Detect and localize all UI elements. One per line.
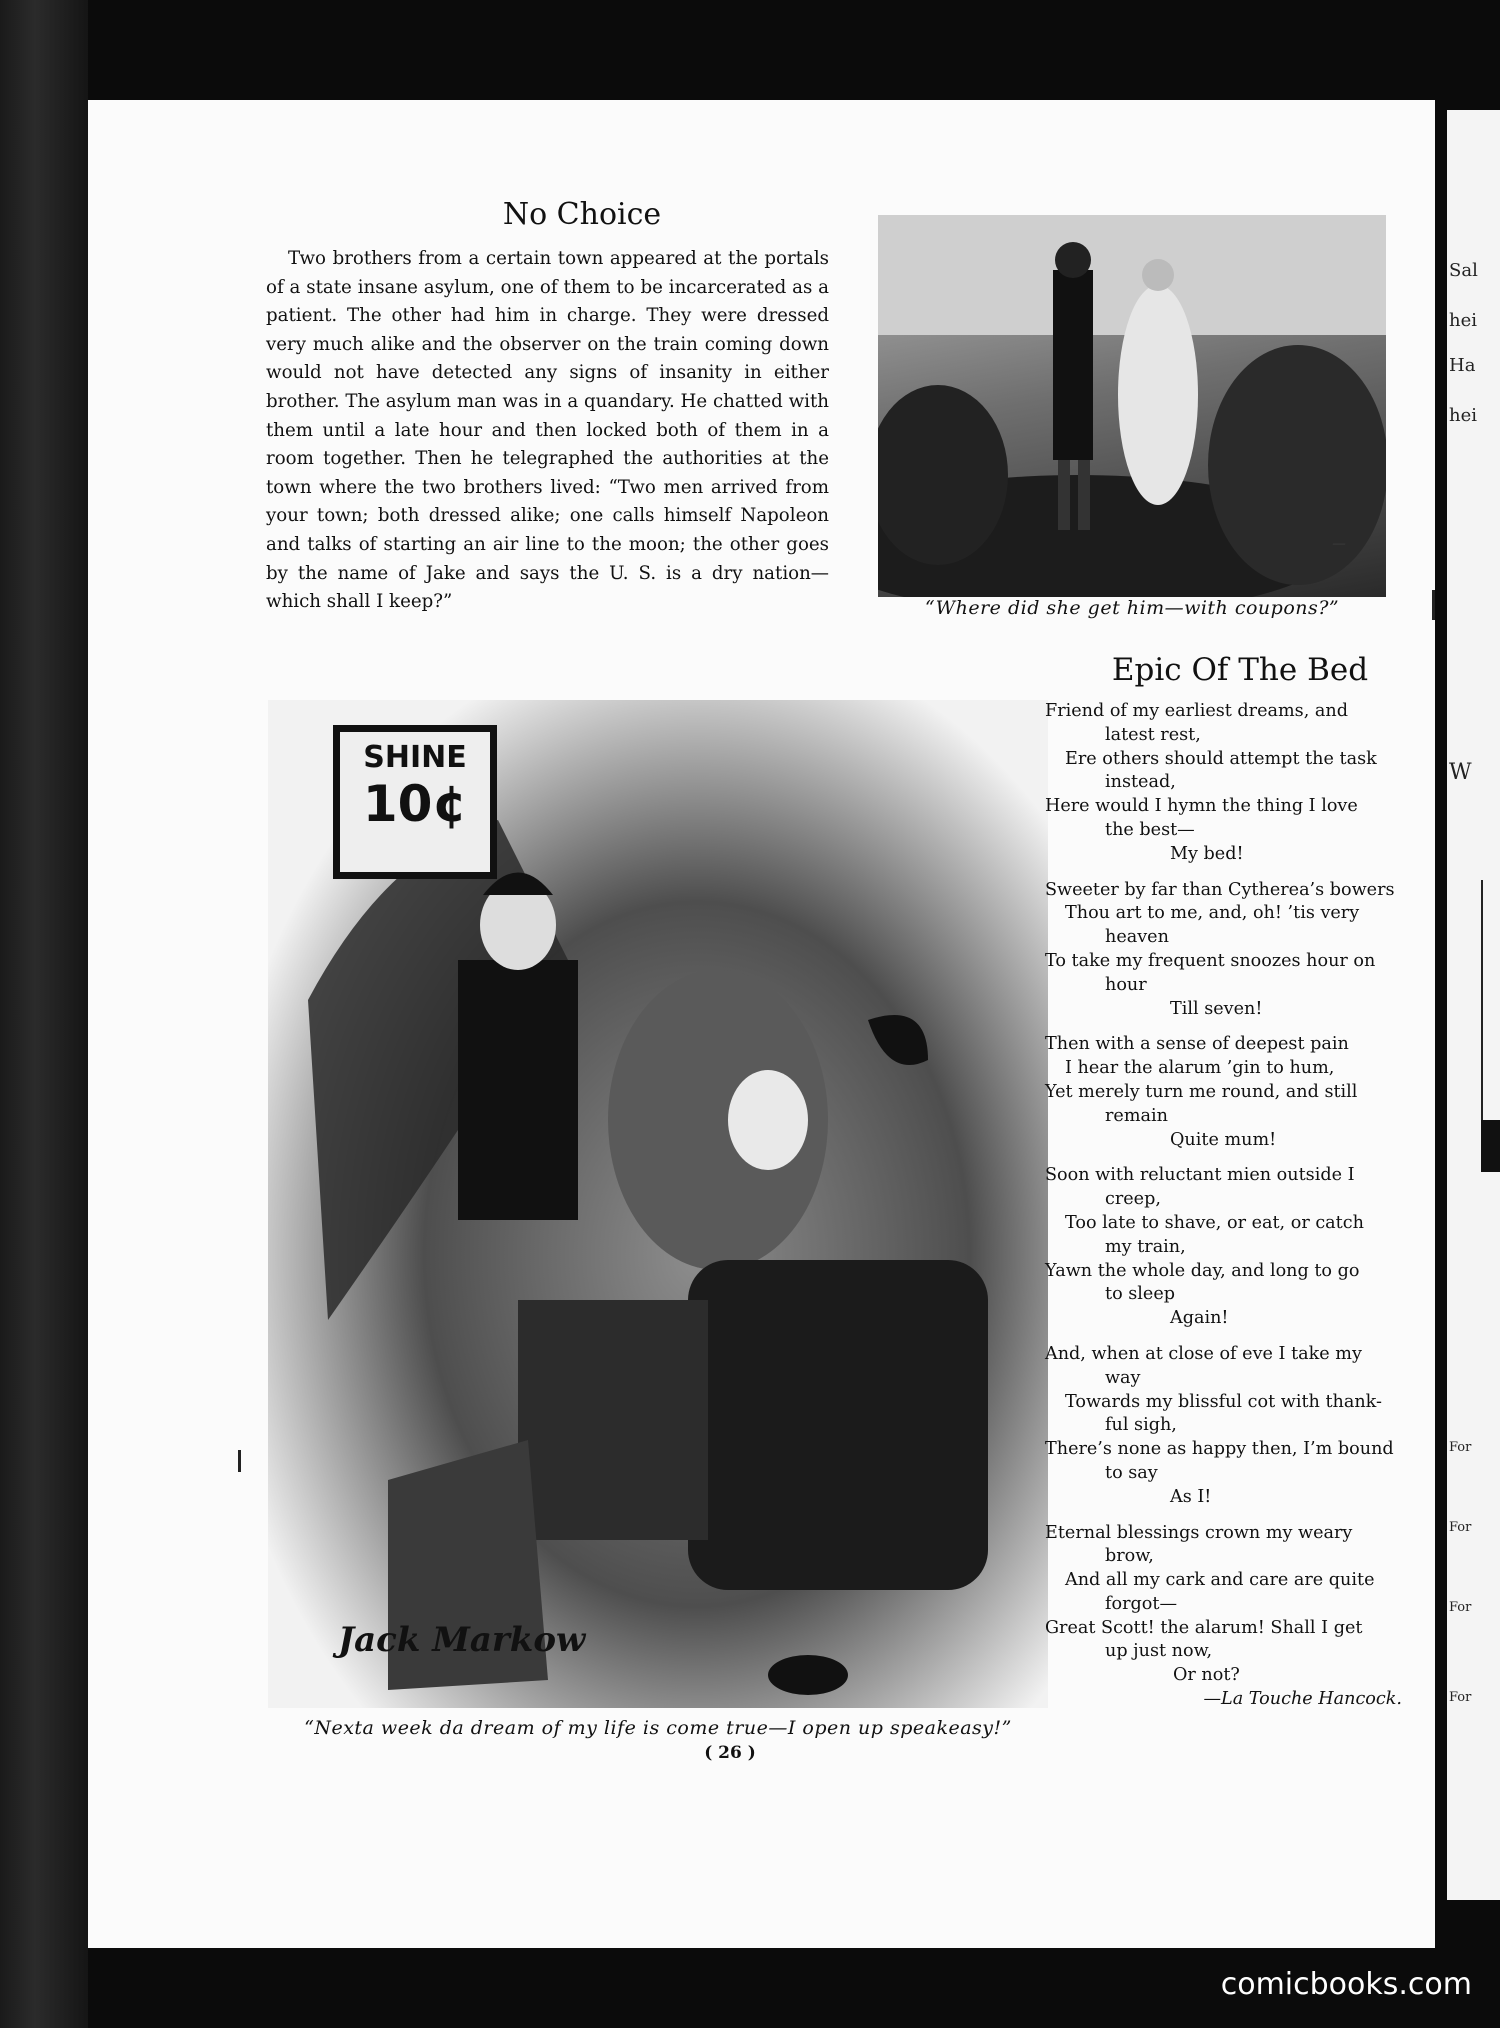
- poem-line: up just now,: [1105, 1641, 1213, 1662]
- fragment-block: [1481, 1120, 1500, 1172]
- poem-line: And, when at close of eve I take my: [1045, 1343, 1362, 1364]
- artist-signature-top: —: [1332, 536, 1346, 552]
- scan-artifact: [238, 1450, 241, 1472]
- poem-stanza: [1045, 700, 1410, 867]
- fragment-text: For: [1449, 1600, 1472, 1615]
- poem-line: Too late to shave, or eat, or catch: [1065, 1212, 1364, 1233]
- caption-shoeshine: “Nexta week da dream of my life is come true—I open up speakeasy!”: [304, 1717, 1012, 1739]
- poem-line: way: [1105, 1367, 1141, 1388]
- poem-author: —La Touche Hancock.: [1203, 1689, 1402, 1710]
- cartoon-shoeshine-illustration: [268, 700, 1048, 1708]
- poem-line: Or not?: [1173, 1665, 1240, 1686]
- fragment-box: [1481, 880, 1500, 1120]
- fragment-text: For: [1449, 1440, 1472, 1455]
- poem-line: There’s none as happy then, I’m bound: [1045, 1439, 1394, 1460]
- poem-line: Soon with reluctant mien outside I: [1045, 1165, 1355, 1186]
- fragment-text: For: [1449, 1690, 1472, 1705]
- poem-stanza: [1045, 1033, 1410, 1152]
- poem-line: Here would I hymn the thing I love: [1045, 796, 1358, 817]
- poem-line: Thou art to me, and, oh! ’tis very: [1065, 903, 1360, 924]
- poem-line: latest rest,: [1105, 724, 1201, 745]
- poem-line: Again!: [1170, 1308, 1229, 1329]
- poem-line: Eternal blessings crown my weary: [1045, 1522, 1353, 1543]
- poem-line: remain: [1105, 1105, 1168, 1126]
- poem-title-epic-of-the-bed: Epic Of The Bed: [1111, 652, 1369, 688]
- sign-price: 10¢: [362, 775, 468, 833]
- article-title-no-choice: No Choice: [502, 197, 662, 232]
- poem-line: Yet merely turn me round, and still: [1045, 1081, 1358, 1102]
- adjacent-page-strip: [1447, 110, 1500, 1900]
- fragment-text: hei: [1449, 405, 1478, 426]
- poem-line: heaven: [1105, 927, 1169, 948]
- poem-line: I hear the alarum ’gin to hum,: [1065, 1058, 1335, 1079]
- page-number: ( 26 ): [704, 1743, 756, 1763]
- article-body-no-choice: Two brothers from a certain town appeared at the portals of a state insane asylum, one of them to be incarcerated as a patient. The other had him in charge. They were dressed very much alike and the observer on the train coming down would not have detected any signs of insanity in either brother. The asylum man was in a quandary. He chatted with them until a late hour and then locked both of them in a room together. Then he telegraphed the authorities at the town where the two brothers lived: “Two men arrived from your town; both dressed alike; one calls himself Napoleon and talks of starting an air line to the moon; the other goes by the name of Jake and says the U. S. is a dry nation—which shall I keep?”: [266, 248, 829, 613]
- poem-line: hour: [1105, 974, 1147, 995]
- sign-word: SHINE: [363, 740, 467, 775]
- poem-line: Then with a sense of deepest pain: [1045, 1034, 1349, 1055]
- fragment-text: W: [1449, 760, 1472, 785]
- poem-stanza: [1045, 1343, 1410, 1510]
- scan-border-left: [0, 0, 88, 2028]
- cartoon-ballroom-illustration: [878, 215, 1386, 597]
- poem-line: brow,: [1105, 1546, 1154, 1567]
- poem-line: Yawn the whole day, and long to go: [1045, 1260, 1360, 1281]
- poem-line: forgot—: [1105, 1593, 1178, 1614]
- poem-epic-of-the-bed: [1045, 700, 1410, 1712]
- poem-line: Quite mum!: [1170, 1129, 1277, 1150]
- poem-line: Sweeter by far than Cytherea’s bowers: [1045, 879, 1395, 900]
- poem-line: To take my frequent snoozes hour on: [1045, 950, 1376, 971]
- poem-line: As I!: [1170, 1486, 1212, 1507]
- poem-line: to say: [1105, 1462, 1158, 1483]
- scan-artifact: [1432, 590, 1435, 620]
- poem-line: ful sigh,: [1105, 1415, 1177, 1436]
- caption-ballroom: “Where did she get him—with coupons?”: [924, 597, 1340, 619]
- poem-line: creep,: [1105, 1189, 1161, 1210]
- fragment-text: Sal: [1449, 260, 1478, 281]
- poem-line: Till seven!: [1170, 998, 1263, 1019]
- poem-line: to sleep: [1105, 1284, 1175, 1305]
- fragment-text: hei: [1449, 310, 1478, 331]
- poem-stanza: [1045, 1164, 1410, 1331]
- fragment-text: Ha: [1449, 355, 1476, 376]
- poem-line: My bed!: [1170, 843, 1244, 864]
- fragment-text: For: [1449, 1520, 1472, 1535]
- poem-line: instead,: [1105, 772, 1176, 793]
- poem-line: Ere others should attempt the task: [1065, 748, 1377, 769]
- poem-line: Friend of my earliest dreams, and: [1045, 701, 1348, 721]
- poem-line: my train,: [1105, 1236, 1186, 1257]
- ballroom-drawing: [878, 215, 1386, 597]
- poem-stanza: [1045, 879, 1410, 1022]
- watermark: comicbooks.com: [1220, 1967, 1472, 2002]
- poem-line: Great Scott! the alarum! Shall I get: [1045, 1617, 1363, 1638]
- poem-line: the best—: [1105, 819, 1195, 840]
- artist-signature: Jack Markow: [338, 1620, 586, 1660]
- poem-line: And all my cark and care are quite: [1065, 1570, 1375, 1591]
- shine-price-sign: [333, 725, 497, 879]
- poem-line: Towards my blissful cot with thank-: [1065, 1391, 1382, 1412]
- poem-stanza: [1045, 1522, 1410, 1689]
